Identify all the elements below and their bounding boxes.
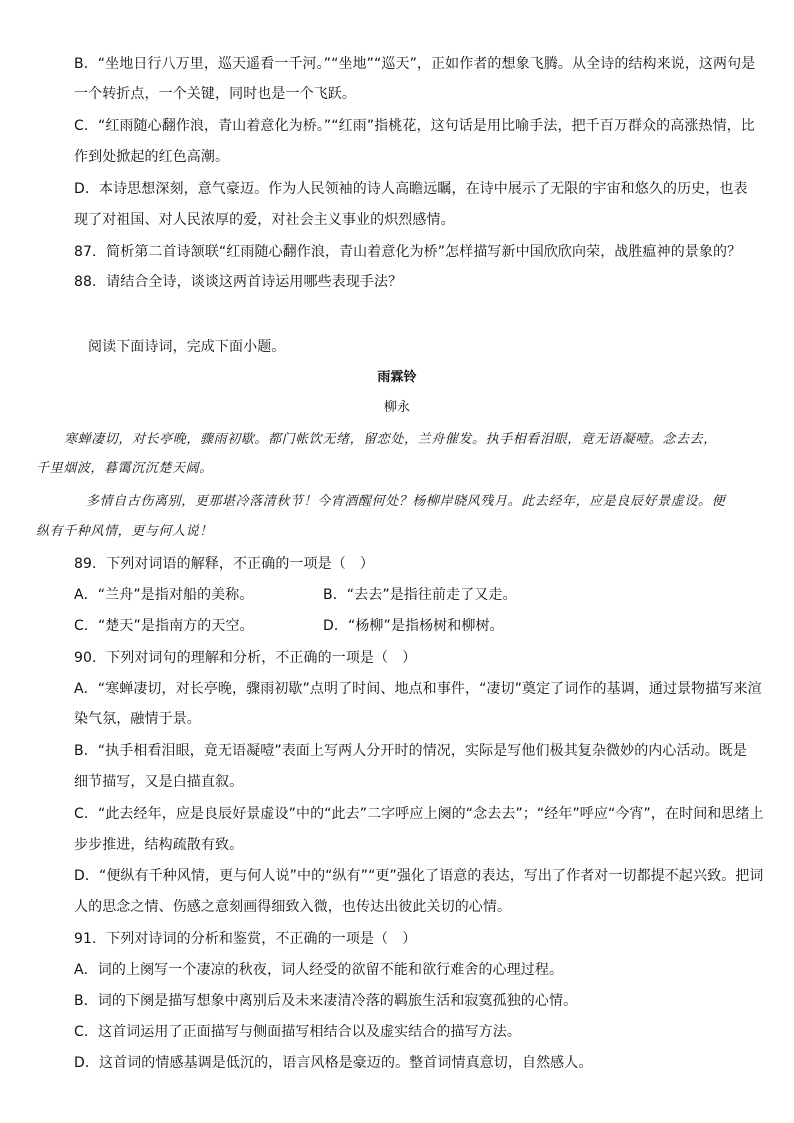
q90-option-d-line2: 人的思念之情、伤感之意刻画得细致入微，也传达出彼此关切的心情。 xyxy=(74,899,512,915)
q91-option-c: C．这首词运用了正面描写与侧面描写相结合以及虚实结合的描写方法。 xyxy=(74,1024,521,1040)
q91-option-b: B．词的下阕是描写想象中离别后及未来凄清冷落的羁旅生活和寂寞孤独的心情。 xyxy=(74,993,578,1009)
reading-intro: 阅读下面诗词，完成下面小题。 xyxy=(88,339,286,355)
question-87: 87．简析第二首诗颔联“红雨随心翻作浪，青山着意化为桥”怎样描写新中国欣欣向荣，战胜瘟神的景象的？ xyxy=(74,244,742,260)
q90-option-c-line1: C．“此去经年，应是良辰好景虚设”中的“此去”二字呼应上阕的“念去去”；“经年”呼应“今宵”，在时间和思绪上 xyxy=(74,806,764,822)
question-91: 91．下列对诗词的分析和鉴赏，不正确的一项是（ ） xyxy=(74,931,417,947)
poem-stanza1-line1: 寒蝉凄切，对长亭晚，骤雨初歇。都门帐饮无绪，留恋处，兰舟催发。执手相看泪眼，竟无语凝噎。念去去， xyxy=(64,432,717,447)
question-89: 89．下列对词语的解释，不正确的一项是（ ） xyxy=(74,556,375,572)
q90-option-d-line1: D．“便纵有千种风情，更与何人说”中的“纵有”“更”强化了语意的表达，写出了作者对一切都提不起兴致。把词 xyxy=(74,868,764,884)
option-d-line2: 现了对祖国、对人民浓厚的爱，对社会主义事业的炽烈感情。 xyxy=(74,212,455,228)
option-b-line2: 一个转折点，一个关键，同时也是一个飞跃。 xyxy=(74,86,356,102)
poem-author: 柳永 xyxy=(383,400,411,415)
q90-option-b-line1: B．“执手相看泪眼，竟无语凝噎”表面上写两人分开时的情况，实际是写他们极其复杂微妙的内心活动。既是 xyxy=(74,743,748,759)
option-b-line1: B．“坐地日行八万里，巡天遥看一千河。”“坐地”“巡天”，正如作者的想象飞腾。从全诗的结构来说，这两句是 xyxy=(74,56,756,72)
question-90: 90．下列对词句的理解和分析，不正确的一项是（ ） xyxy=(74,650,417,666)
poem-title: 雨霖铃 xyxy=(377,370,417,385)
poem-stanza2-line2: 纵有千种风情，更与何人说！ xyxy=(36,524,213,539)
option-c-line2: 作到处掀起的红色高潮。 xyxy=(74,149,230,165)
q89-option-d: D．“杨柳”是指杨树和柳树。 xyxy=(323,618,504,634)
option-c-line1: C．“红雨随心翻作浪，青山着意化为桥。”“红雨”指桃花，这句话是用比喻手法，把千百万群众的高涨热情，比 xyxy=(74,118,755,134)
poem-stanza2-line1: 多情自古伤离别，更那堪冷落清秋节！今宵酒醒何处？杨柳岸晓风残月。此去经年，应是良辰好景虚设。便 xyxy=(86,494,726,509)
q89-option-c: C．“楚天”是指南方的天空。 xyxy=(74,618,254,634)
q89-option-a: A．“兰舟”是指对船的美称。 xyxy=(74,587,254,603)
q91-option-d: D．这首词的情感基调是低沉的，语言风格是豪迈的。整首词情真意切，自然感人。 xyxy=(74,1055,593,1071)
q90-option-a-line2: 染气氛，融情于景。 xyxy=(74,711,201,727)
q90-option-c-line2: 步步推进，结构疏散有致。 xyxy=(74,837,244,853)
question-88: 88．请结合全诗，谈谈这两首诗运用哪些表现手法？ xyxy=(74,274,403,290)
q90-option-b-line2: 细节描写，又是白描直叙。 xyxy=(74,774,244,790)
poem-stanza1-line2: 千里烟波，暮霭沉沉楚天阔。 xyxy=(36,461,213,476)
q91-option-a: A．词的上阕写一个凄凉的秋夜，词人经受的欲留不能和欲行难舍的心理过程。 xyxy=(74,962,564,978)
q90-option-a-line1: A．“寒蝉凄切，对长亭晚，骤雨初歇”点明了时间、地点和事件，“凄切”奠定了词作的基调，通过景物描写来渲 xyxy=(74,681,762,697)
q89-option-b: B．“去去”是指往前走了又走。 xyxy=(323,587,517,603)
option-d-line1: D．本诗思想深刻，意气豪迈。作为人民领袖的诗人高瞻远瞩，在诗中展示了无限的宇宙和悠久的历史，也表 xyxy=(74,181,748,197)
